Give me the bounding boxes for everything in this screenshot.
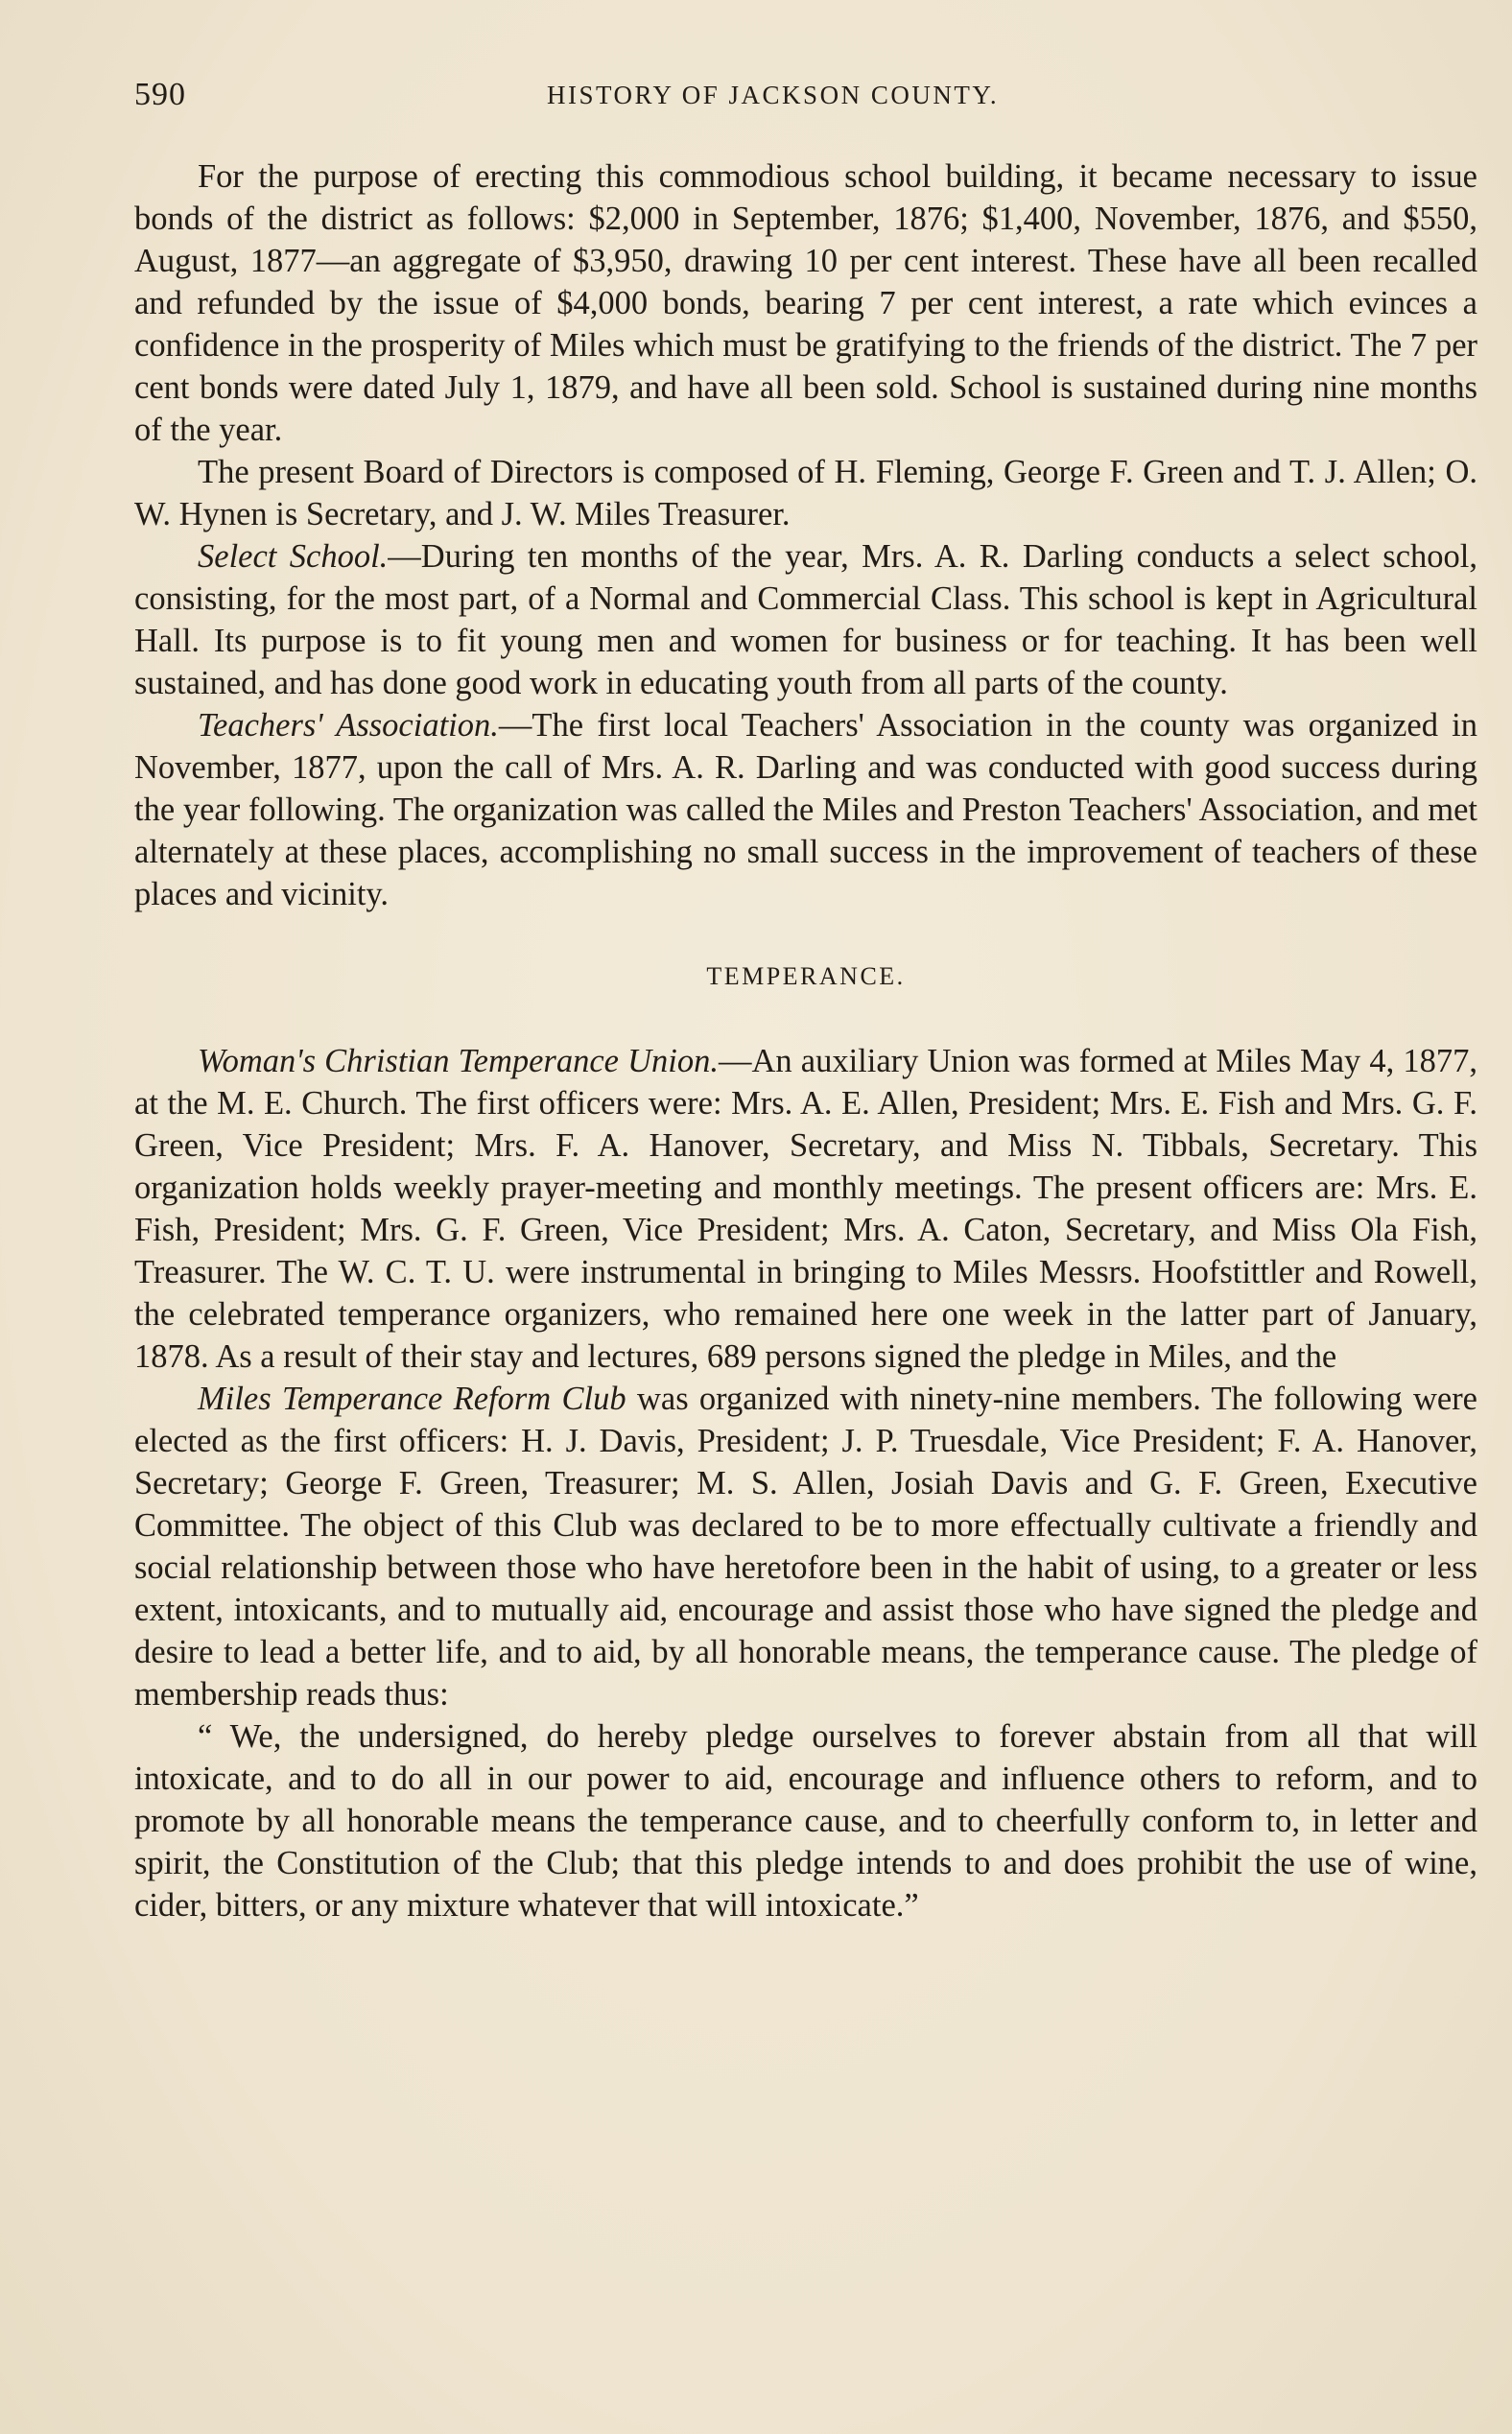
paragraph-select-school: [134, 535, 1477, 704]
paragraph-text: —The first local Teachers' Association in the county was organized in November, 1877, upon the call of Mrs. A. R. Darling and was conducted with good success during the year following. The organization was called the Miles and Preston Teachers' Association, and met alternately at these places, accomplishing no small success in the improvement of teachers of these places and vicinity.: [134, 707, 1478, 912]
paragraph-lead: Select School.: [198, 538, 389, 575]
paragraph-pledge: [134, 1715, 1477, 1926]
page-body: [134, 155, 1477, 1926]
page-header: [134, 77, 1477, 115]
paragraph-text: —During ten months of the year, Mrs. A. R. Darling conducts a select school, consisting, for the most part, of a Normal and Commercial Class. This school is kept in Agricultural Hall. Its purpose is to fit young men and women for business or for teaching. It has been well sustained, and has done good work in educating youth from all parts of the county.: [134, 538, 1477, 701]
paragraph-text: The present Board of Directors is composed of H. Fleming, George F. Green and T. J. Allen; O. W. Hynen is Secretary, and J. W. Miles Treasurer.: [134, 454, 1477, 532]
paragraph-school-bonds: [134, 155, 1477, 451]
paragraph-text: —An auxiliary Union was formed at Miles May 4, 1877, at the M. E. Church. The first officers were: Mrs. A. E. Allen, President; Mrs. E. Fish and Mrs. G. F. Green, Vice President; Mrs. F. A. Hanover, Secretary, and Miss N. Tibbals, Secretary. This organization holds weekly prayer-meeting and monthly meetings. The present officers are: Mrs. E. Fish, President; Mrs. G. F. Green, Vice President; Mrs. A. Caton, Secretary, and Miss Ola Fish, Treasurer. The W. C. T. U. were instrumental in bringing to Miles Messrs. Hoofstittler and Rowell, the celebrated temperance organizers, who remained here one week in the latter part of January, 1878. As a result of their stay and lectures, 689 persons signed the pledge in Miles, and the: [134, 1043, 1477, 1375]
paragraph-text: was organized with ninety-nine members. The following were elected as the first officers: H. J. Davis, President; J. P. Truesdale, Vice President; F. A. Hanover, Secretary; George F. Green, Treasurer; M. S. Allen, Josiah Davis and G. F. Green, Executive Committee. The object of this Club was declared to be to more effectually cultivate a friendly and social relationship between those who have heretofore been in the habit of using, to a greater or less extent, intoxicants, and to mutually aid, encourage and assist those who have signed the pledge and desire to lead a better life, and to aid, by all honorable means, the temperance cause. The pledge of membership reads thus:: [134, 1381, 1477, 1713]
page-number: 590: [134, 77, 186, 112]
paragraph-reform-club: [134, 1378, 1477, 1715]
paragraph-lead: Teachers' Association.: [198, 707, 499, 744]
running-title: HISTORY OF JACKSON COUNTY.: [547, 81, 1000, 109]
paragraph-text: For the purpose of erecting this commodious school building, it became necessary to issue bonds of the district as follows: $2,000 in September, 1876; $1,400, November, 1876, and $550, August, 1877—an aggregate of $3,950, drawing 10 per cent interest. These have all been recalled and refunded by the issue of $4,000 bonds, bearing 7 per cent interest, a rate which evinces a confidence in the prosperity of Miles which must be gratifying to the friends of the district. The 7 per cent bonds were dated July 1, 1879, and have all been sold. School is sustained during nine months of the year.: [134, 158, 1477, 448]
paragraph-lead: Woman's Christian Temperance Union.: [198, 1043, 719, 1079]
paragraph-board-of-directors: [134, 451, 1477, 535]
paragraph-teachers-association: [134, 704, 1477, 915]
section-heading-temperance: TEMPERANCE.: [706, 962, 906, 990]
paragraph-wctu: [134, 1040, 1477, 1378]
paragraph-text: “ We, the undersigned, do hereby pledge ourselves to forever abstain from all that will intoxicate, and to do all in our power to aid, encourage and influence others to reform, and to promote by all honorable means the temperance cause, and to cheerfully conform to, in letter and spirit, the Constitution of the Club; that this pledge intends to and does prohibit the use of wine, cider, bitters, or any mixture whatever that will intoxicate.”: [134, 1718, 1477, 1924]
paragraph-lead: Miles Temperance Reform Club: [198, 1381, 626, 1417]
